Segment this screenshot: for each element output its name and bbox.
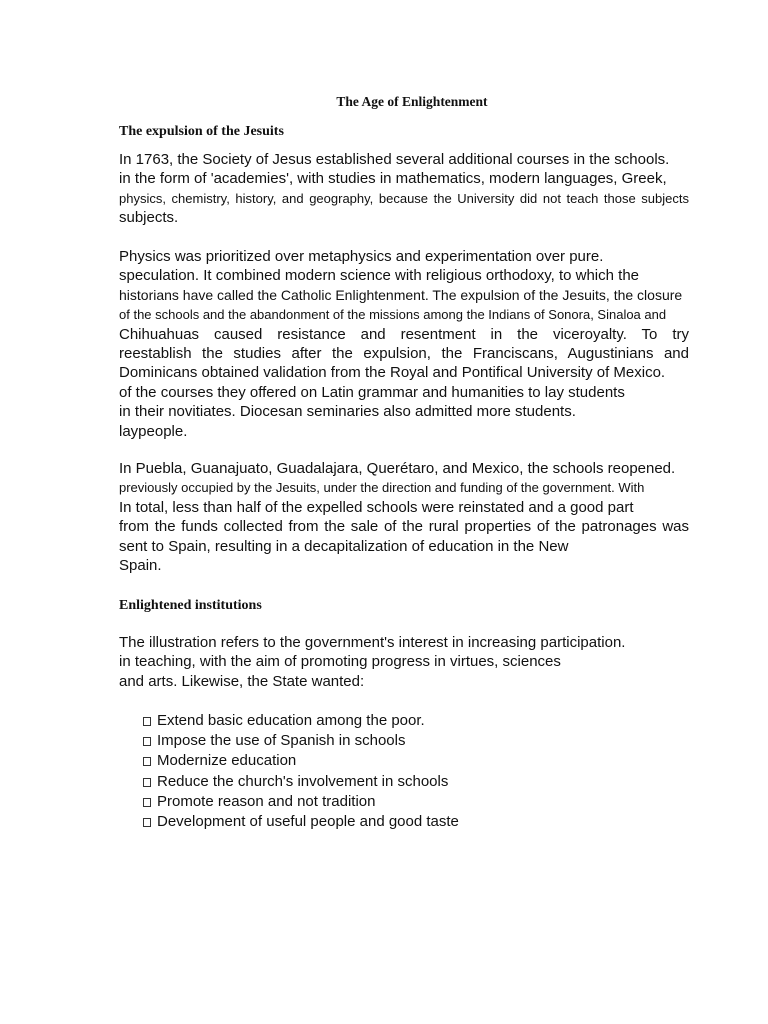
text-line: Spain.	[119, 556, 162, 574]
document-title: The Age of Enlightenment	[336, 94, 488, 109]
text-line: historians have called the Catholic Enlightenment. The expulsion of the Jesuits, the closure	[119, 286, 683, 303]
paragraph-reopened-schools	[119, 459, 689, 575]
text-line: from the funds collected from the sale of the rural properties of the patronages was	[119, 518, 689, 536]
text-line: of the courses they offered on Latin grammar and humanities to lay students	[119, 383, 625, 401]
list-item	[143, 731, 459, 751]
text-line: In 1763, the Society of Jesus established several additional courses in the schools.	[119, 151, 670, 168]
empty-square-icon	[143, 798, 151, 807]
list-item	[143, 812, 459, 832]
list-item	[143, 711, 459, 731]
text-line: sent to Spain, resulting in a decapitalization of education in the New	[119, 537, 569, 555]
text-line: subjects.	[119, 209, 179, 227]
paragraph-academies	[119, 150, 689, 228]
list-item-text: Promote reason and not tradition	[157, 792, 376, 810]
section-heading-institutions: Enlightened institutions	[119, 598, 262, 613]
text-line: Physics was prioritized over metaphysics and experimentation over pure.	[119, 248, 604, 265]
text-line: Dominicans obtained validation from the Royal and Pontifical University of Mexico.	[119, 364, 666, 382]
section-heading-jesuits: The expulsion of the Jesuits	[119, 124, 284, 139]
state-goals-list	[143, 711, 459, 832]
text-line: in their novitiates. Diocesan seminaries also admitted more students.	[119, 403, 576, 421]
text-line: previously occupied by the Jesuits, under the direction and funding of the government. With	[119, 480, 645, 496]
list-item-text: Reduce the church's involvement in schools	[157, 772, 449, 790]
list-item	[143, 792, 459, 812]
empty-square-icon	[143, 778, 151, 787]
text-line: in the form of 'academies', with studies in mathematics, modern languages, Greek,	[119, 170, 667, 188]
paragraph-physics	[119, 247, 689, 441]
text-line: reestablish the studies after the expulsion, the Franciscans, Augustinians and	[119, 344, 689, 362]
paragraph-illustration	[119, 633, 625, 691]
empty-square-icon	[143, 737, 151, 746]
text-line: In total, less than half of the expelled schools were reinstated and a good part	[119, 498, 634, 516]
text-line: and arts. Likewise, the State wanted:	[119, 672, 365, 690]
text-line: physics, chemistry, history, and geography, because the University did not teach those subjects	[119, 190, 689, 206]
text-line: in teaching, with the aim of promoting progress in virtues, sciences	[119, 653, 561, 671]
empty-square-icon	[143, 757, 151, 766]
text-line: Chihuahuas caused resistance and resentment in the viceroyalty. To try	[119, 325, 689, 343]
text-line: The illustration refers to the government's interest in increasing participation.	[119, 634, 626, 651]
text-line: In Puebla, Guanajuato, Guadalajara, Querétaro, and Mexico, the schools reopened.	[119, 460, 676, 477]
text-line: speculation. It combined modern science with religious orthodoxy, to which the	[119, 267, 639, 285]
empty-square-icon	[143, 717, 151, 726]
list-item	[143, 751, 459, 771]
list-item	[143, 772, 459, 792]
list-item-text: Modernize education	[157, 752, 297, 770]
text-line: laypeople.	[119, 422, 188, 440]
list-item-text: Impose the use of Spanish in schools	[157, 732, 406, 750]
empty-square-icon	[143, 818, 151, 827]
text-line: of the schools and the abandonment of the missions among the Indians of Sonora, Sinaloa and	[119, 307, 667, 323]
list-item-text: Extend basic education among the poor.	[157, 712, 425, 729]
list-item-text: Development of useful people and good taste	[157, 812, 459, 830]
